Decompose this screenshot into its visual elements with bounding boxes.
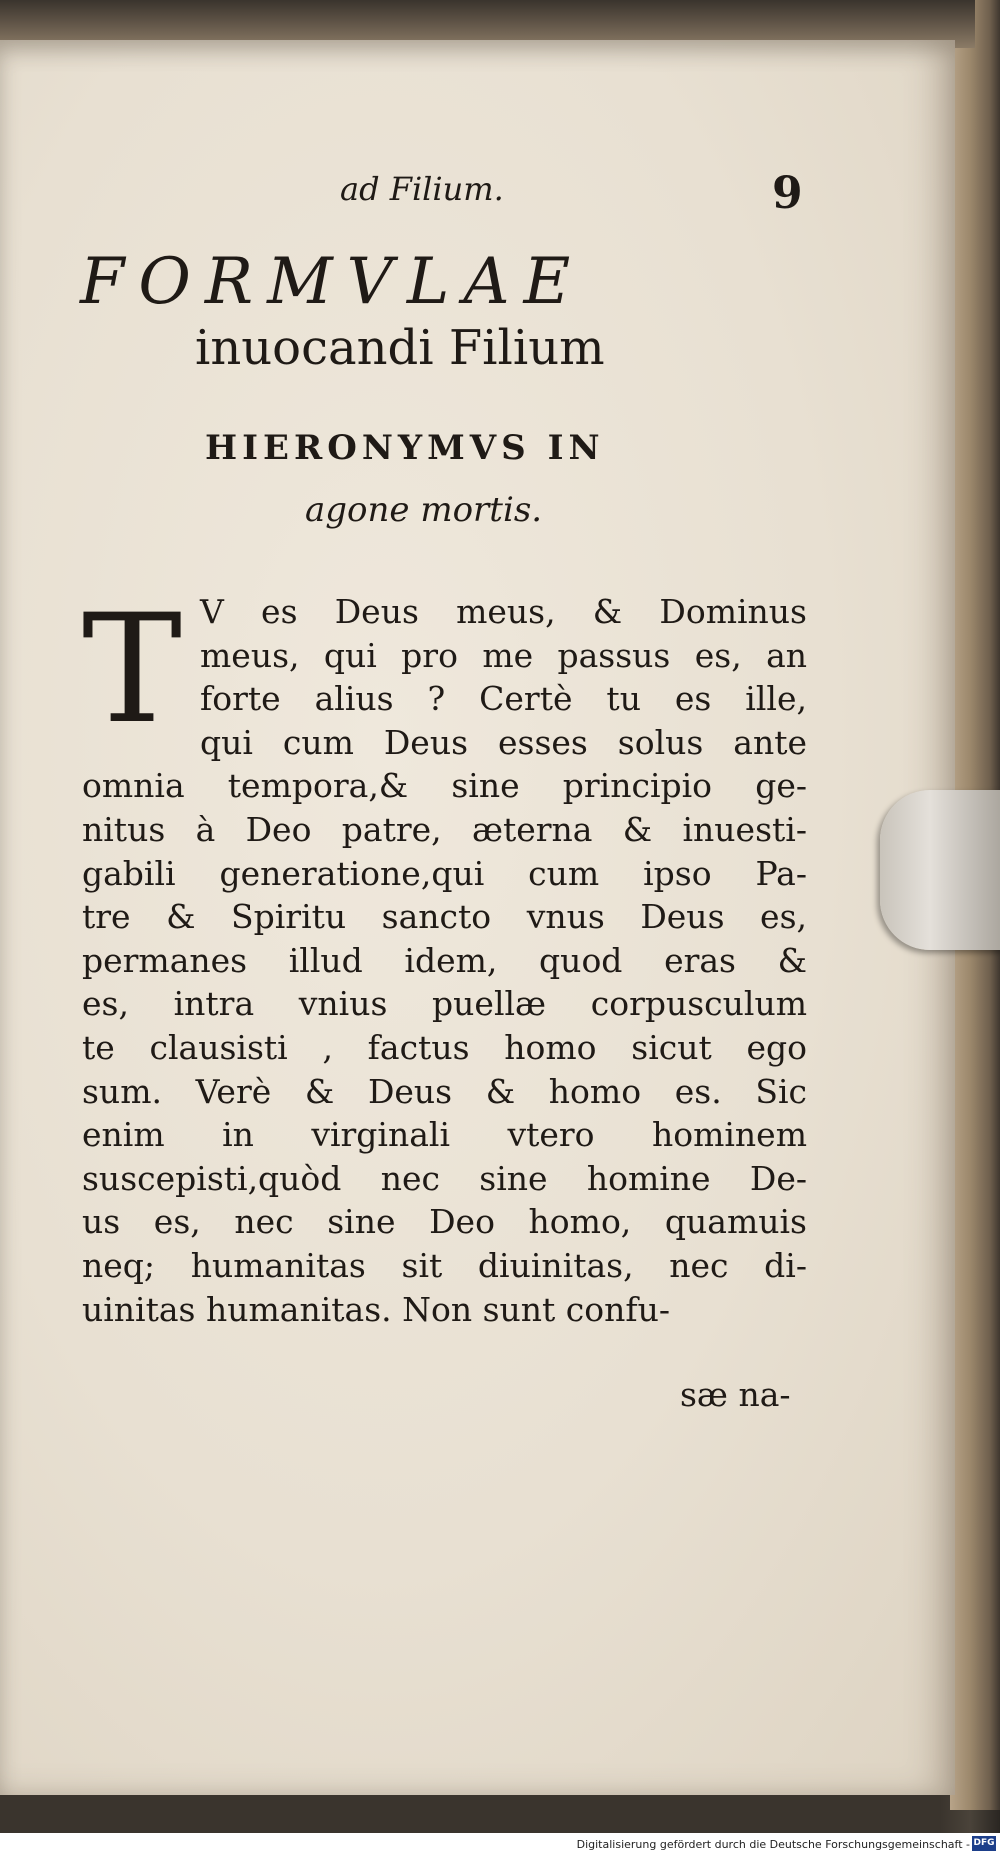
text-line: forte alius ? Certè tu es ille, [200, 679, 807, 719]
section-heading: HIERONYMVS IN [205, 428, 605, 468]
drop-cap: T [82, 583, 183, 757]
text-line: uinitas humanitas. Non sunt confu- [82, 1289, 671, 1329]
page-number: 9 [772, 168, 803, 219]
text-line: qui cum Deus esses solus ante [200, 722, 807, 762]
dfg-logo: DFG [972, 1836, 996, 1851]
text-line: te clausisti , factus homo sicut ego [82, 1027, 807, 1067]
text-line: V es Deus meus, & Dominus [200, 592, 807, 631]
page-clip [880, 790, 1000, 950]
section-heading-sub: agone mortis. [305, 490, 543, 530]
text-line: nitus à Deo patre, æterna & inuesti- [82, 809, 807, 849]
footer-credit: Digitalisierung gefördert durch die Deutsche Forschungsgemeinschaft - [576, 1838, 970, 1851]
text-line: gabili generatione,qui cum ipso Pa- [82, 853, 807, 893]
page-title: FORMVLAE [80, 245, 585, 319]
text-line: tre & Spiritu sancto vnus Deus es, [82, 897, 807, 937]
text-line: neq; humanitas sit diuinitas, nec di- [82, 1245, 807, 1285]
page-subtitle: inuocandi Filium [195, 320, 605, 376]
text-line: sum. Verè & Deus & homo es. Sic [82, 1071, 807, 1111]
text-line: es, intra vnius puellæ corpusculum [82, 984, 807, 1024]
text-line: omnia tempora,& sine principio ge- [82, 766, 807, 806]
text-line: enim in virginali vtero hominem [82, 1115, 807, 1155]
running-head: ad Filium. [340, 170, 504, 208]
text-line: permanes illud idem, quod eras & [82, 940, 807, 980]
body-text [82, 583, 807, 1331]
catchword: sæ na- [680, 1375, 791, 1414]
text-line: meus, qui pro me passus es, an [200, 635, 807, 675]
text-line: suscepisti,quòd nec sine homine De- [82, 1158, 807, 1198]
text-line: us es, nec sine Deo homo, quamuis [82, 1202, 807, 1242]
